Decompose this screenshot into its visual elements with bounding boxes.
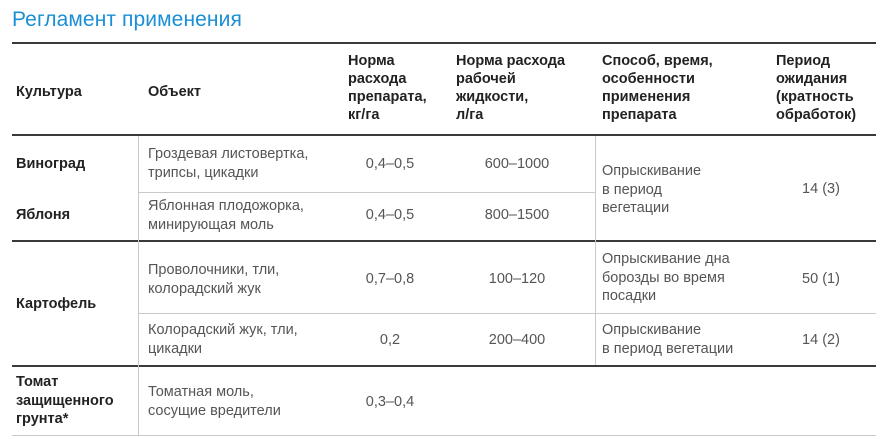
method-line: Опрыскивание (602, 163, 702, 179)
header-method-line: применения (602, 89, 691, 105)
group-divider (12, 365, 876, 367)
header-rate-liquid-line: рабочей (456, 71, 516, 87)
row-divider (138, 313, 876, 314)
object-line: цикадки (148, 340, 203, 357)
header-object: Объект (148, 84, 202, 100)
object-line: сосущие вредители (148, 402, 281, 419)
row-object (148, 383, 281, 420)
object-line: колорадский жук (148, 280, 261, 297)
row-liquid: 200–400 (488, 332, 546, 348)
row-object (148, 145, 308, 182)
object-line: Гроздевая листовертка, (148, 146, 309, 162)
header-rate-prep-line: Норма (348, 53, 395, 69)
row-culture-potato: Картофель (16, 296, 97, 312)
table-top-rule (12, 42, 876, 44)
row-wait-merged: 14 (3) (802, 181, 840, 197)
method-line: борозды во время (602, 269, 725, 286)
row-object (148, 321, 298, 358)
header-wait-line: Период (776, 53, 831, 69)
header-method-line: Способ, время, (602, 53, 713, 69)
method-line: в период (602, 181, 663, 198)
header-rate-liquid (456, 52, 565, 124)
object-line: Томатная моль, (148, 384, 254, 400)
method-line: вегетации (602, 200, 670, 216)
method-line: Опрыскивание дна (602, 251, 730, 267)
row-object (148, 197, 304, 234)
method-line: посадки (602, 288, 657, 304)
header-wait-line: обработок) (776, 107, 857, 123)
header-rate-prep-line: расхода (348, 71, 407, 87)
group-divider (12, 240, 876, 242)
method-line: Опрыскивание (602, 322, 702, 338)
column-divider (138, 136, 139, 435)
header-rate-prep (348, 52, 427, 124)
header-rate-prep-line: препарата, (348, 89, 427, 105)
culture-line: защищенного (16, 392, 114, 409)
row-rate: 0,2 (379, 332, 401, 348)
column-divider (595, 136, 596, 365)
row-culture-grape: Виноград (16, 156, 86, 172)
row-rate: 0,4–0,5 (365, 207, 415, 223)
row-rate: 0,7–0,8 (365, 271, 415, 287)
object-line: Колорадский жук, тли, (148, 322, 298, 338)
row-wait: 14 (2) (802, 332, 840, 348)
header-wait (776, 52, 856, 124)
header-rate-liquid-line: л/га (456, 107, 484, 123)
table-bottom-rule (12, 435, 876, 436)
header-bottom-rule (12, 134, 876, 136)
row-method (602, 250, 730, 306)
culture-line: Томат (16, 374, 59, 390)
header-rate-liquid-line: жидкости, (456, 89, 529, 105)
row-rate: 0,4–0,5 (365, 156, 415, 172)
header-wait-line: ожидания (776, 71, 848, 87)
header-rate-liquid-line: Норма расхода (456, 53, 566, 69)
header-method (602, 52, 713, 124)
page-title: Регламент применения (12, 8, 242, 31)
object-line: Проволочники, тли, (148, 262, 280, 278)
row-divider (138, 192, 595, 193)
row-liquid: 100–120 (488, 271, 546, 287)
row-rate: 0,3–0,4 (365, 394, 415, 410)
object-line: минирующая моль (148, 216, 274, 233)
row-wait: 50 (1) (802, 271, 840, 287)
header-wait-line: (кратность (776, 89, 854, 105)
row-culture-tomato (16, 373, 114, 429)
row-liquid: 600–1000 (484, 156, 550, 172)
row-method-merged (602, 162, 701, 218)
object-line: трипсы, цикадки (148, 164, 259, 181)
row-liquid: 800–1500 (484, 207, 550, 223)
header-culture: Культура (16, 84, 82, 100)
row-object (148, 261, 279, 298)
row-culture-apple: Яблоня (16, 207, 71, 223)
culture-line: грунта* (16, 411, 69, 427)
header-method-line: особенности (602, 71, 695, 87)
row-method (602, 321, 733, 358)
object-line: Яблонная плодожорка, (148, 198, 304, 214)
method-line: в период вегетации (602, 340, 734, 357)
header-rate-prep-line: кг/га (348, 107, 380, 123)
header-method-line: препарата (602, 107, 677, 123)
